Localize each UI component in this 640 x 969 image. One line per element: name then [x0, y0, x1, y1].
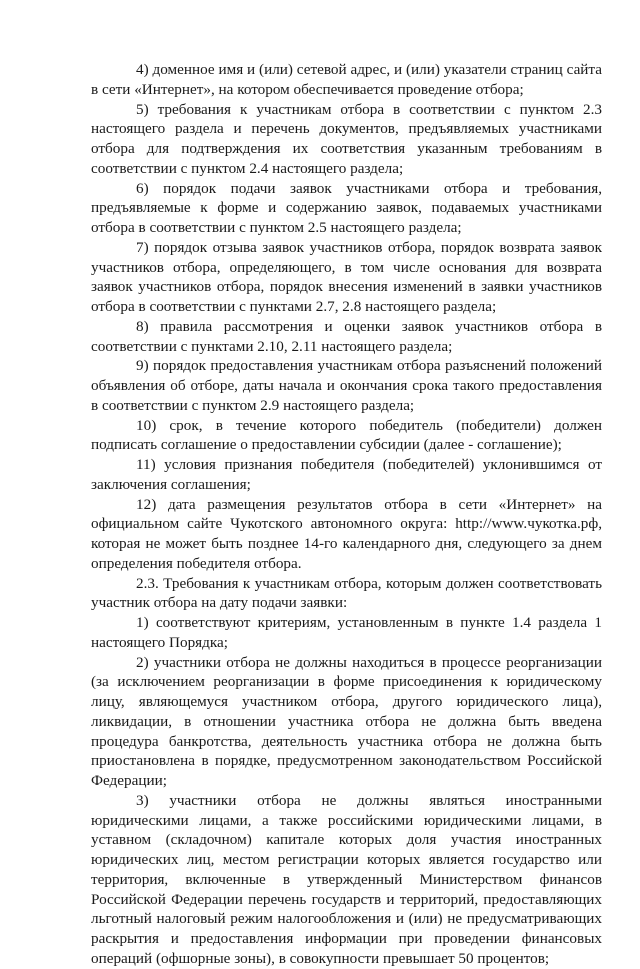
paragraph-item-5: 5) требования к участникам отбора в соответствии с пунктом 2.3 настоящего раздела и перечень документов, предъявляемых участниками отбора для подтверждения их соответствия указанным требованиям в соответствии с пунктом 2.4 настоящего раздела; — [91, 100, 602, 177]
document-body — [91, 60, 602, 969]
requirement-item-3: 3) участники отбора не должны являться иностранными юридическими лицами, а также российскими юридическими лицами, в уставном (складочном) капитале которых доля участия иностранных юридических лиц, местом регистрации которых является государство или территория, включенные в утвержденный Министерством финансов Российской Федерации перечень государств и территорий, предоставляющих льготный налоговый режим налогообложения и (или) не предусматривающих раскрытия и предоставления информации при проведении финансовых операций (офшорные зоны), в совокупности превышает 50 процентов; — [91, 791, 602, 967]
paragraph-item-12: 12) дата размещения результатов отбора в сети «Интернет» на официальном сайте Чукотского автономного округа: http://www.чукотка.рф, которая не может быть позднее 14-го календарного дня, следующего за днем определения победителя отбора. — [91, 495, 602, 572]
paragraph-item-10: 10) срок, в течение которого победитель (победители) должен подписать соглашение о предоставлении субсидии (далее - соглашение); — [91, 416, 602, 454]
paragraph-item-4: 4) доменное имя и (или) сетевой адрес, и (или) указатели страниц сайта в сети «Интернет», на котором обеспечивается проведение отбора; — [91, 61, 602, 98]
section-2-3-intro: 2.3. Требования к участникам отбора, которым должен соответствовать участник отбора на дату подачи заявки: — [91, 574, 602, 612]
paragraph-item-7: 7) порядок отзыва заявок участников отбора, порядок возврата заявок участников отбора, определяющего, в том числе основания для возврата заявок участников отбора, порядок внесения изменений в заявки участников отбора в соответствии с пунктами 2.7, 2.8 настоящего раздела; — [91, 238, 602, 315]
paragraph-item-9: 9) порядок предоставления участникам отбора разъяснений положений объявления об отборе, даты начала и окончания срока такого предоставления в соответствии с пунктом 2.9 настоящего раздела; — [91, 357, 602, 414]
paragraph-item-6: 6) порядок подачи заявок участниками отбора и требования, предъявляемые к форме и содержанию заявок, подаваемых участниками отбора в соответствии с пунктом 2.5 настоящего раздела; — [91, 179, 602, 236]
paragraph-item-11: 11) условия признания победителя (победителей) уклонившимся от заключения соглашения; — [91, 456, 602, 493]
requirement-item-1: 1) соответствуют критериям, установленным в пункте 1.4 раздела 1 настоящего Порядка; — [91, 614, 602, 651]
requirement-item-2: 2) участники отбора не должны находиться в процессе реорганизации (за исключением реорганизации в форме присоединения к юридическому лицу, являющемуся участником отбора, другого юридического лица), ликвидации, в отношении участника отбора не должна быть введена процедура банкротства, деятельность участника отбора не должна быть приостановлена в порядке, предусмотренном законодательством Российской Федерации; — [91, 653, 602, 789]
paragraph-item-8: 8) правила рассмотрения и оценки заявок участников отбора в соответствии с пунктами 2.10, 2.11 настоящего раздела; — [91, 317, 602, 355]
